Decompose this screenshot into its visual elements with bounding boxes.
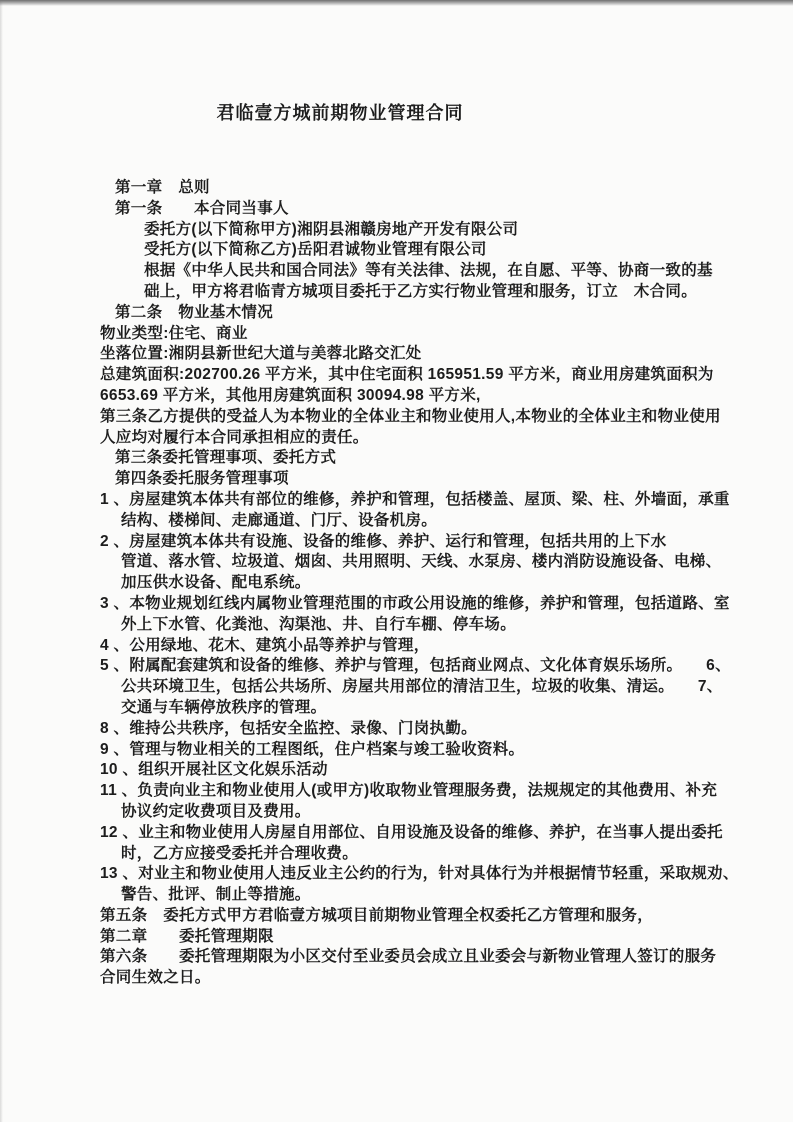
document-line: 公共环境卫生，包括公共场所、房屋共用部位的清洁卫生，垃圾的收集、清运。 7、 [121,678,723,696]
document-line: 11 、负责向业主和物业使用人(或甲方)收取物业管理服务费，法规规定的其他费用、补充 [100,782,718,800]
document-line: 1 、房屋建筑本体共有部位的维修，养护和管理，包括楼盖、屋顶、梁、柱、外墙面，承重 [100,490,730,508]
document-line: 第二章 委托管理期限 [100,927,274,945]
document-line: 交通与车辆停放秩序的管理。 [121,698,327,716]
document-line: 外上下水管、化粪池、沟渠池、井、自行车棚、停车场。 [121,615,517,633]
document-line: 加压供水设备、配电系统。 [121,574,311,592]
document-line: 9 、管理与物业相关的工程图纸，住户档案与竣工验收资料。 [100,740,525,758]
document-line: 管道、落水管、垃圾道、烟囱、共用照明、天线、水泵房、楼内消防设施设备、电梯、 [121,553,722,571]
document-line: 协议约定收费项目及费用。 [121,802,311,820]
document-line: 人应均对履行本合同承担相应的责任。 [100,428,369,446]
document-line: 4 、公用绿地、花木、建筑小品等养护与管理， [100,636,430,654]
document-line: 根据《中华人民共和国合同法》等有关法律、法规，在自愿、平等、协商一致的基 [144,262,713,280]
document-line: 8 、维持公共秩序，包括安全监控、录像、门岗执勤。 [100,719,477,737]
document-line: 第一章 总则 [115,179,210,196]
document-title: 君临壹方城前期物业管理合同 [216,103,464,123]
document-line: 第六条 委托管理期限为小区交付至业委员会成立且业委会与新物业管理人签订的服务 [100,948,717,966]
document-line: 第三条乙方提供的受益人为本物业的全体业主和物业使用人,本物业的全体业主和物业使用 [100,407,721,425]
document-line: 时，乙方应接受委托并合理收费。 [121,844,359,862]
document-line: 第四条委托服务管理事项 [115,470,289,488]
document-line: 合同生效之日。 [100,969,211,987]
document-line: 12 、业主和物业使用人房屋自用部位、自用设施及设备的维修、养护，在当事人提出委托 [100,823,723,841]
document-line: 警告、批评、制止等措施。 [121,886,311,904]
document-line: 第五条 委托方式甲方君临壹方城项目前期物业管理全权委托乙方管理和服务， [100,906,654,924]
document-line: 13 、对业主和物业使用人违反业主公约的行为，针对具体行为并根据情节轻重，采取规劝、 [100,865,739,883]
document-line: 础上，甲方将君临青方城项目委托于乙方实行物业管理和服务，订立 木合同。 [144,282,698,300]
document-line: 10 、组织开展社区文化娱乐活动 [100,761,328,779]
document-line: 委托方(以下简称甲方)湘阴县湘赣房地产开发有限公司 [144,220,519,238]
document-line: 第三条委托管理事项、委托方式 [115,449,337,467]
document-line: 总建筑面积:202700.26 平方米，其中住宅面积 165951.59 平方米，商业用房建筑面积为 [100,366,714,384]
document-line: 6653.69 平方米，其他用房建筑面积 30094.98 平方米, [100,386,481,404]
document-line: 2 、房屋建筑本体共有设施、设备的维修、养护、运行和管理，包括共用的上下水 [100,532,667,550]
document-body [100,178,739,989]
document-line: 5 、附属配套建筑和设备的维修、养护与管理，包括商业网点、文化体育娱乐场所。 6、 [100,657,731,675]
document-line: 3 、本物业规划红线内属物业管理范围的市政公用设施的维修，养护和管理，包括道路、室 [100,594,730,612]
document-line: 结构、楼梯间、走廊通道、门厅、设备机房。 [121,511,438,529]
document-line: 受托方(以下简称乙方)岳阳君诚物业管理有限公司 [144,241,487,259]
document-line: 物业类型:住宅、商业 [100,324,248,342]
document-line: 第一条 本合同当事人 [115,199,289,217]
scan-edge-left [0,0,3,1122]
scan-edge-top [0,0,793,6]
document-line: 第二条 物业基木情况 [115,303,274,321]
document-line: 坐落位置:湘阴县新世纪大道与美蓉北路交汇处 [100,345,422,363]
